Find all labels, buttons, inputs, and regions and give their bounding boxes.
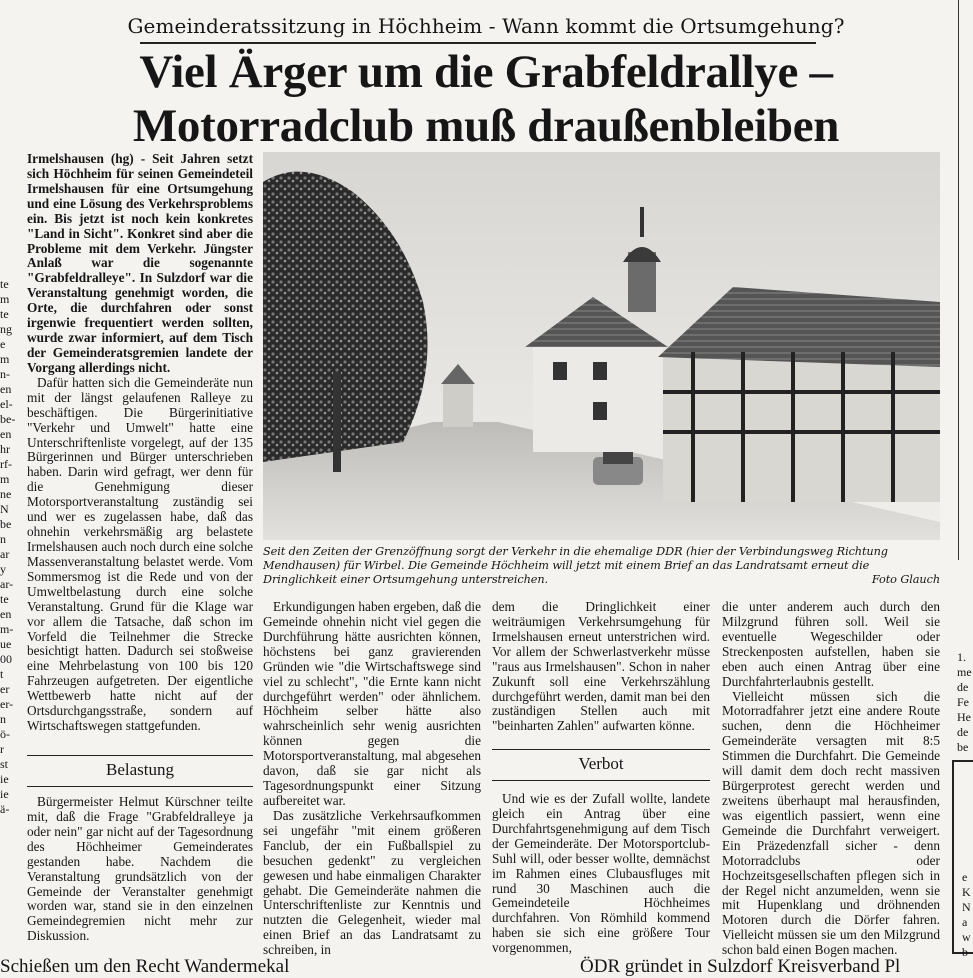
headline-line-1: Viel Ärger um die Grabfeldrallye – bbox=[139, 46, 833, 98]
body-paragraph: Erkundigungen haben ergeben, daß die Gemeinde ohnehin nicht viel gegen die Durchführung hätte ausrichten können, höchstens bei ganz gravierenden Gründen wie "die Wirtschaftswege sind viel zu schlecht", "die Ernte kann nicht durchgeführt werden" oder ähnlichem. Höchheim selber hätte also wahrscheinlich sehr wenig ausrichten können gegen die Motorsportveranstaltung, mal abgesehen davon, daß sie gar nicht als Tagesordnungspunkt einer Sitzung aufbereitet war. bbox=[263, 599, 481, 808]
street-photo bbox=[263, 152, 940, 540]
right-fragment-line: de bbox=[957, 680, 969, 694]
subhead-verbot: Verbot bbox=[578, 754, 624, 773]
right-fragment-line: w bbox=[962, 930, 971, 944]
lead-paragraph: Irmelshausen (hg) - Seit Jahren setzt sich Höchheim für seinen Gemeindeteil Irmelshausen für eine Ortsumgehung und eine Lösung des Verkehrsproblems ein. Bis jetzt ist noch kein konkretes "Land in Sicht". Konkret sind aber die Probleme mit dem Verkehr. Jüngster Anlaß war die sogenannte "Grabfeldralleye". In Sulzdorf war die Veranstaltung genehmigt worden, die Orte, die durchfahren oder sonst irgenwie frequentiert werden sollten, wurde zwar informiert, auf dem Tisch der Gemeinderatsgremien landete der Vorgang allerdings nicht. bbox=[27, 151, 253, 375]
left-fragment-line: r bbox=[0, 742, 4, 756]
left-fragment-line: ng bbox=[0, 322, 12, 336]
right-fragment-line: e bbox=[962, 870, 968, 884]
left-fragment-line: y bbox=[0, 562, 6, 576]
left-fragment-line: t bbox=[0, 667, 4, 681]
body-paragraph: Bürgermeister Helmut Kürschner teilte mit, daß die Frage "Grabfeldralleye ja oder nein" gar nicht auf der Tagesordnung des Höchheimer Gemeinderates gestanden habe. Nachdem die Veranstaltung grundsätzlich von der Gemeinde der Veranstalter genehmigt worden war, stand sie in den einzelnen Gemeindegremien nicht mehr zur Diskussion. bbox=[27, 794, 253, 944]
left-fragment-line: er bbox=[0, 682, 10, 696]
left-fragment-line: n bbox=[0, 712, 6, 726]
right-fragment-line: 1. bbox=[957, 650, 966, 664]
article-column-3 bbox=[492, 600, 710, 742]
right-fragment-line: a bbox=[962, 915, 968, 929]
body-paragraph: Das zusätzliche Verkehrsaufkommen sei ungefähr "mit einem größeren Fanclub, der ein Fußballspiel zu besuchen gedenkt" zu vergleichen gewesen und habe einmaligen Charakter gehabt. Die Gemeinderäte nahmen die Unterschriftenliste zur Kenntnis und nutzten die Gelegenheit, wieder mal einen Brief an das Landratsamt zu schreiben, in bbox=[263, 807, 481, 958]
left-fragment-line: st bbox=[0, 757, 9, 771]
article-column-1-lower bbox=[27, 795, 253, 947]
right-fragment-line: He bbox=[957, 710, 971, 724]
article-column-3-lower bbox=[492, 791, 710, 956]
article-column-4 bbox=[722, 599, 940, 958]
left-fragment-line: e bbox=[0, 337, 6, 351]
subhead-rule-bottom bbox=[27, 786, 253, 787]
left-fragment-line: m bbox=[0, 292, 10, 306]
right-neighbor-fragments bbox=[957, 650, 972, 755]
left-fragment-line: ä- bbox=[0, 802, 10, 816]
right-fragment-line: be bbox=[957, 740, 969, 754]
left-fragment-line: rf- bbox=[0, 457, 12, 471]
subhead-rule-top bbox=[27, 755, 253, 756]
left-fragment-line: te bbox=[0, 592, 9, 606]
left-fragment-line: ie bbox=[0, 772, 9, 786]
left-fragment-line: m bbox=[0, 352, 10, 366]
bottom-neighbor-headline-right: ÖDR gründet in Sulzdorf Kreisverband Pl bbox=[580, 956, 901, 977]
subhead-rule-top bbox=[492, 749, 710, 750]
left-fragment-line: 00 bbox=[0, 652, 12, 666]
subhead-rule-bottom bbox=[492, 780, 710, 781]
left-fragment-line: er- bbox=[0, 697, 14, 711]
body-paragraph: dem die Dringlichkeit einer weiträumigen Verkehrsumgehung für Irmelshausen erneut unterstrichen wird. Vor allem der Schwerlastverkehr müsse "raus aus Irmelshausen". Schon in naher Zukunft soll eine Verkehrszählung durchgeführt werden, damit man bei den zuständigen Stellen auch mit "beinharten Zahlen" aufwarten könne. bbox=[492, 599, 710, 734]
left-fragment-line: ar- bbox=[0, 577, 14, 591]
left-fragment-line: n bbox=[0, 532, 6, 546]
body-paragraph: Dafür hatten sich die Gemeinderäte nun mit der längst gelaufenen Ralleye zu beschäftigen. Die Bürgerinitiative "Verkehr und Umwelt" hatte eine Unterschriftenliste vorgelegt, auf der 135 Bürgerinnen und Bürger unterschrieben haben. Darin wird gefragt, wer denn für die Genehmigung dieser Motorsportveranstaltung zuständig sei und wer es zugelassen habe, daß das ohnehin verkehrsmäßig arg belastete Irmelshausen auch noch durch eine solche Massenveranstaltung belastet werde. Vom Sommersmog ist die Rede und von der Umweltbelastung durch eine solche Veranstaltung. Grund für die Klage war vor allem die Tatsache, daß schon im Vorfeld die Teilnehmer die Strecke besichtigt hatten. Dadurch sei stoßweise eine Mehrbelastung von 100 bis 120 Fahrzeugen aufgetreten. Der eigentliche Wettbewerb hatte nicht auf der Ortsdurchgangsstraße, sondern auf Wirtschaftswegen stattgefunden. bbox=[27, 374, 253, 734]
left-fragment-line: ue bbox=[0, 637, 12, 651]
left-fragment-line: el- bbox=[0, 397, 13, 411]
left-fragment-line: en bbox=[0, 382, 12, 396]
left-fragment-line: N bbox=[0, 502, 9, 516]
photo-credit: Foto Glauch bbox=[871, 573, 940, 586]
left-fragment-line: ar bbox=[0, 547, 10, 561]
kicker: Gemeinderatssitzung in Höchheim - Wann kommt die Ortsumgehung? bbox=[127, 14, 845, 38]
kicker-underline bbox=[140, 42, 816, 44]
left-fragment-line: ö- bbox=[0, 727, 10, 741]
left-fragment-line: en bbox=[0, 607, 12, 621]
right-fragment-line: Fe bbox=[957, 695, 969, 709]
body-paragraph: die unter anderem auch durch den Milzgrund führen soll. Weil sie eventuelle Wegeschilder oder Streckenposten aufstellen, haben sie eben auch einen Antrag über eine Durchfahrterlaubnis gestellt. bbox=[722, 599, 940, 689]
subhead-belastung: Belastung bbox=[106, 760, 174, 779]
right-fragment-line: N bbox=[962, 900, 971, 914]
right-fragment-line: K bbox=[962, 885, 971, 899]
left-fragment-line: ne bbox=[0, 487, 12, 501]
body-paragraph: Und wie es der Zufall wollte, landete gleich ein Antrag über eine Durchfahrtsgenehmigung auf dem Tisch der Gemeinderäte. Der Motorsportclub-Suhl will, oder besser wollte, demnächst im Rahmen eines Clubausfluges mit rund 30 Maschinen auch die Gemeindeteile Höchheimes durchfahren. Von Römhild kommend haben sie sich eine größere Tour vorgenommen, bbox=[492, 791, 710, 956]
bottom-neighbor-headline-left: Schießen um den Recht Wandermekal bbox=[0, 956, 290, 977]
left-fragment-line: te bbox=[0, 277, 9, 291]
left-fragment-line: ie bbox=[0, 787, 9, 801]
left-fragment-line: be bbox=[0, 517, 12, 531]
right-fragment-line: me bbox=[957, 665, 972, 679]
article-column-2 bbox=[263, 599, 481, 958]
headline-line-2: Motorradclub muß draußenbleiben bbox=[132, 100, 840, 152]
left-fragment-line: m bbox=[0, 472, 10, 486]
caption-text: Seit den Zeiten der Grenzöffnung sorgt der Verkehr in die ehemalige DDR (hier der Verbindungsweg Richtung Mendhausen) für Wirbel. Die Gemeinde Höchheim will jetzt mit einem Brief an das Landratsamt erneut die Dringlichkeit einer Ortsumgehung unterstreichen. bbox=[263, 545, 888, 586]
article-column-1 bbox=[27, 152, 253, 752]
body-paragraph: Vielleicht müssen sich die Motorradfahrer jetzt eine andere Route suchen, denn die Höchheimer Gemeinderäte versagten mit 8:5 Stimmen die Durchfahrt. Die Gemeinde will damit dem doch recht massiven Bürgerprotest gerecht werden und zweitens überhaupt mal herausfinden, was eigentlich passiert, wenn eine Gemeinde die Durchfahrt verweigert. Ein Präzedenzfall sicher - denn Motorradclubs oder Hochzeitsgesellschaften pflegen sich in der Regel nicht anzumelden, wenn sie mit Hupenklang und dröhnenden Motoren durch die Dörfer fahren. Vielleicht müssen sie um den Milzgrund schon bald einen Bogen machen. bbox=[722, 688, 940, 958]
left-fragment-line: be- bbox=[0, 412, 16, 426]
right-neighbor-fragments-lower bbox=[962, 870, 972, 960]
left-fragment-line: te bbox=[0, 307, 9, 321]
photo-caption bbox=[263, 545, 940, 587]
right-fragment-line: b bbox=[962, 945, 968, 959]
left-neighbor-fragments bbox=[0, 277, 18, 877]
left-fragment-line: hr bbox=[0, 442, 10, 456]
right-fragment-line: de bbox=[957, 725, 969, 739]
left-fragment-line: en bbox=[0, 427, 12, 441]
left-fragment-line: m- bbox=[0, 622, 14, 636]
left-fragment-line: n- bbox=[0, 367, 10, 381]
